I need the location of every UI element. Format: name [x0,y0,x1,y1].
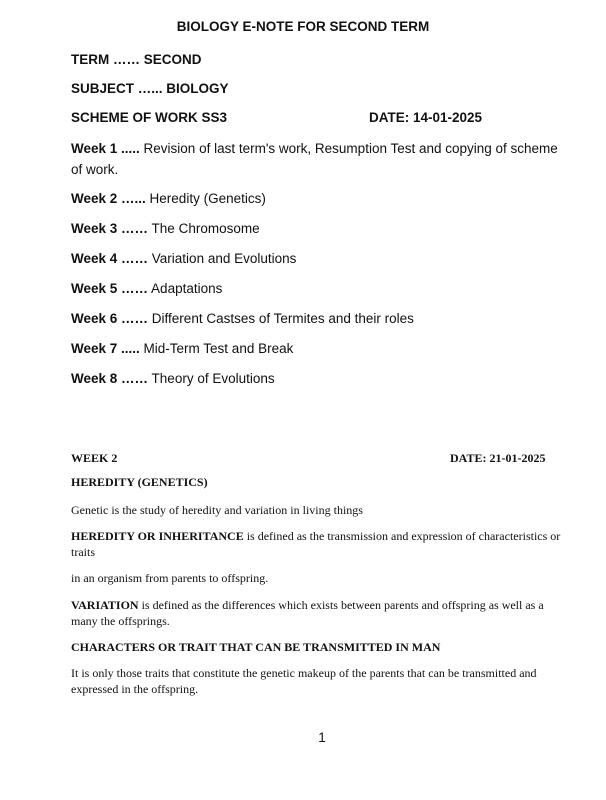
characters-paragraph: It is only those traits that constitute the genetic makeup of the parents that can be transmitted and expressed in the offspring. [71,666,537,696]
heredity-definition [71,528,571,560]
genetics-definition: Genetic is the study of heredity and variation in living things [71,503,363,517]
week-topic: Different Castses of Termites and their roles [148,311,414,326]
heredity-term: HEREDITY OR INHERITANCE [71,529,244,543]
week-label: Week 8 …… [71,371,149,386]
week-label: Week 3 …… [71,221,149,236]
document-title: BIOLOGY E-NOTE FOR SECOND TERM [176,19,430,34]
week-label: Week 4 …… [71,251,149,266]
week-topic: Adaptations [148,281,223,296]
characters-heading: CHARACTERS OR TRAIT THAT CAN BE TRANSMITTED IN MAN [71,640,441,654]
week-8-row [71,368,561,389]
week-4-row [71,248,561,269]
heredity-definition-continued: in an organism from parents to offspring. [71,571,269,585]
week-1-row [71,138,561,180]
week-2-date: DATE: 21-01-2025 [450,451,546,465]
heredity-definition-text: is defined as the transmission and expression of characteristics or traits [71,529,561,559]
scheme-of-work-heading: SCHEME OF WORK SS3 [71,110,228,125]
subject-line: SUBJECT …... BIOLOGY [71,81,229,96]
week-label: Week 5 …… [71,281,149,296]
week-topic: Variation and Evolutions [148,251,297,266]
week-7-row [71,338,561,359]
week-2-row [71,188,561,209]
week-topic: Mid-Term Test and Break [139,341,294,356]
week-topic: Heredity (Genetics) [145,191,266,206]
week-label: Week 7 ..... [71,341,140,356]
term-line: TERM …… SECOND [71,52,202,67]
topic-heading: HEREDITY (GENETICS) [71,475,208,489]
week-2-heading: WEEK 2 [71,451,118,465]
week-topic: Theory of Evolutions [148,371,275,386]
week-topic: The Chromosome [148,221,260,236]
week-5-row [71,278,561,299]
week-3-row [71,218,561,239]
week-topic: Revision of last term's work, Resumption Test and copying of scheme of work. [71,141,558,177]
variation-definition [71,597,571,629]
page-number: 1 [318,730,326,745]
week-6-row [71,308,561,329]
variation-term: VARIATION [71,598,139,612]
week-label: Week 2 …... [71,191,146,206]
scheme-date: DATE: 14-01-2025 [369,110,483,125]
week-label: Week 1 ..... [71,141,140,156]
variation-definition-text: is defined as the differences which exists between parents and offspring as well as a many the offsprings. [71,598,544,628]
week-label: Week 6 …… [71,311,149,326]
